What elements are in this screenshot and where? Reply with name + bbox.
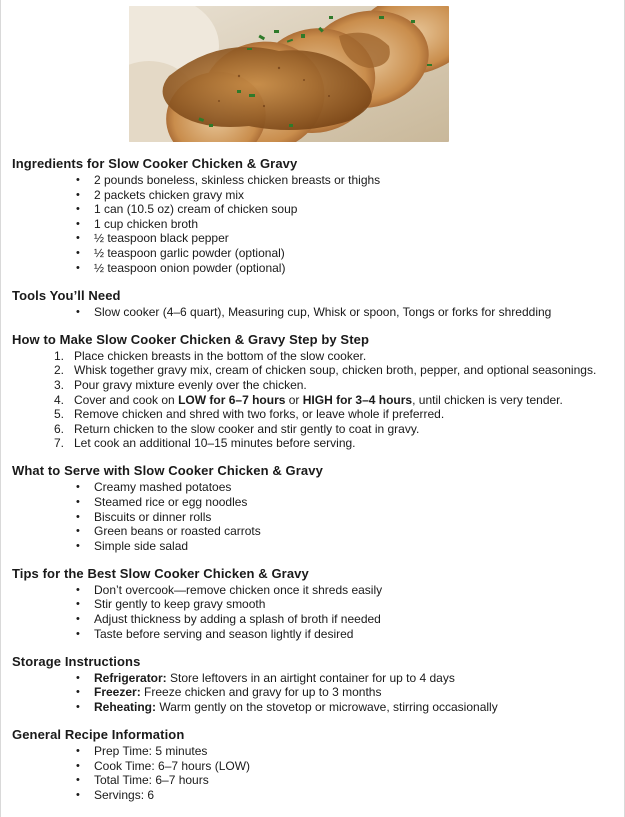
step-number: 5. xyxy=(54,407,65,422)
list-item: • Biscuits or dinner rolls xyxy=(12,510,620,525)
list-item: • Creamy mashed potatoes xyxy=(12,480,620,495)
step-number: 3. xyxy=(54,377,65,392)
tips-heading: Tips for the Best Slow Cooker Chicken & Gravy xyxy=(12,565,309,581)
steps-section xyxy=(12,332,620,451)
list-item xyxy=(12,393,620,408)
step-text: Remove chicken and shred with two forks, or leave whole if preferred. xyxy=(74,407,445,422)
list-item: • Don’t overcook—remove chicken once it shreds easily xyxy=(12,583,620,598)
step-number: 1. xyxy=(54,348,65,363)
tools-section xyxy=(12,288,620,320)
storage-heading: Storage Instructions xyxy=(12,653,141,669)
list-item: • ½ teaspoon garlic powder (optional) xyxy=(12,246,620,261)
list-item: • Stir gently to keep gravy smooth xyxy=(12,597,620,612)
step-text: Return chicken to the slow cooker and stir gently to coat in gravy. xyxy=(74,421,420,436)
step-text-mid: or xyxy=(285,392,303,407)
list-item xyxy=(12,378,620,393)
list-item: • 1 can (10.5 oz) cream of chicken soup xyxy=(12,202,620,217)
storage-text: Store leftovers in an airtight container for up to 4 days xyxy=(166,670,455,685)
list-item xyxy=(12,349,620,364)
list-item xyxy=(12,685,620,700)
step-bold-high: HIGH for 3–4 hours xyxy=(302,392,413,407)
steps-heading: How to Make Slow Cooker Chicken & Gravy Step by Step xyxy=(12,331,370,347)
list-item: • Taste before serving and season lightly if desired xyxy=(12,627,620,642)
step-text: Let cook an additional 10–15 minutes before serving. xyxy=(74,436,356,451)
storage-label: Freezer: xyxy=(94,685,141,700)
tips-section xyxy=(12,566,620,641)
tools-heading: Tools You’ll Need xyxy=(12,287,121,303)
tools-list xyxy=(12,305,620,320)
list-item: • 2 pounds boneless, skinless chicken breasts or thighs xyxy=(12,173,620,188)
recipe-content xyxy=(12,156,620,815)
list-item: • ½ teaspoon black pepper xyxy=(12,231,620,246)
step-text-pre: Cover and cook on xyxy=(74,392,179,407)
step-number: 4. xyxy=(54,392,65,407)
storage-text: Freeze chicken and gravy for up to 3 months xyxy=(140,685,382,700)
storage-list xyxy=(12,671,620,715)
info-heading: General Recipe Information xyxy=(12,727,185,743)
step-text: Place chicken breasts in the bottom of the slow cooker. xyxy=(74,348,367,363)
list-item xyxy=(12,363,620,378)
list-item xyxy=(12,671,620,686)
step-text-post: , until chicken is very tender. xyxy=(412,392,563,407)
storage-section xyxy=(12,654,620,715)
list-item: • Simple side salad xyxy=(12,539,620,554)
list-item xyxy=(12,436,620,451)
list-item: • Steamed rice or egg noodles xyxy=(12,495,620,510)
ingredients-list xyxy=(12,173,620,275)
list-item: • Total Time: 6–7 hours xyxy=(12,773,620,788)
list-item: • Adjust thickness by adding a splash of broth if needed xyxy=(12,612,620,627)
ingredients-heading: Ingredients for Slow Cooker Chicken & Gravy xyxy=(12,156,298,171)
storage-label: Reheating: xyxy=(94,699,157,714)
step-bold-low: LOW for 6–7 hours xyxy=(178,392,286,407)
tips-list xyxy=(12,583,620,641)
serve-heading: What to Serve with Slow Cooker Chicken & Gravy xyxy=(12,463,323,479)
list-item xyxy=(12,700,620,715)
list-item xyxy=(12,422,620,437)
step-number: 6. xyxy=(54,421,65,436)
serve-section xyxy=(12,463,620,553)
storage-text: Warm gently on the stovetop or microwave, stirring occasionally xyxy=(156,699,498,714)
list-item: • 2 packets chicken gravy mix xyxy=(12,188,620,203)
list-item: • ½ teaspoon onion powder (optional) xyxy=(12,261,620,276)
step-text: Whisk together gravy mix, cream of chicken soup, chicken broth, pepper, and optional seasonings. xyxy=(74,363,597,378)
recipe-photo xyxy=(129,6,449,142)
step-number: 2. xyxy=(54,363,65,378)
list-item: • Slow cooker (4–6 quart), Measuring cup, Whisk or spoon, Tongs or forks for shredding xyxy=(12,305,620,320)
step-number: 7. xyxy=(54,436,65,451)
list-item: • 1 cup chicken broth xyxy=(12,217,620,232)
step-text: Pour gravy mixture evenly over the chicken. xyxy=(74,377,307,392)
list-item xyxy=(12,407,620,422)
storage-label: Refrigerator: xyxy=(94,670,167,685)
info-list xyxy=(12,744,620,802)
ingredients-section xyxy=(12,156,620,275)
serve-list xyxy=(12,480,620,553)
list-item: • Cook Time: 6–7 hours (LOW) xyxy=(12,759,620,774)
list-item: • Servings: 6 xyxy=(12,788,620,803)
info-section xyxy=(12,727,620,802)
list-item: • Prep Time: 5 minutes xyxy=(12,744,620,759)
list-item: • Green beans or roasted carrots xyxy=(12,524,620,539)
steps-list xyxy=(12,349,620,451)
